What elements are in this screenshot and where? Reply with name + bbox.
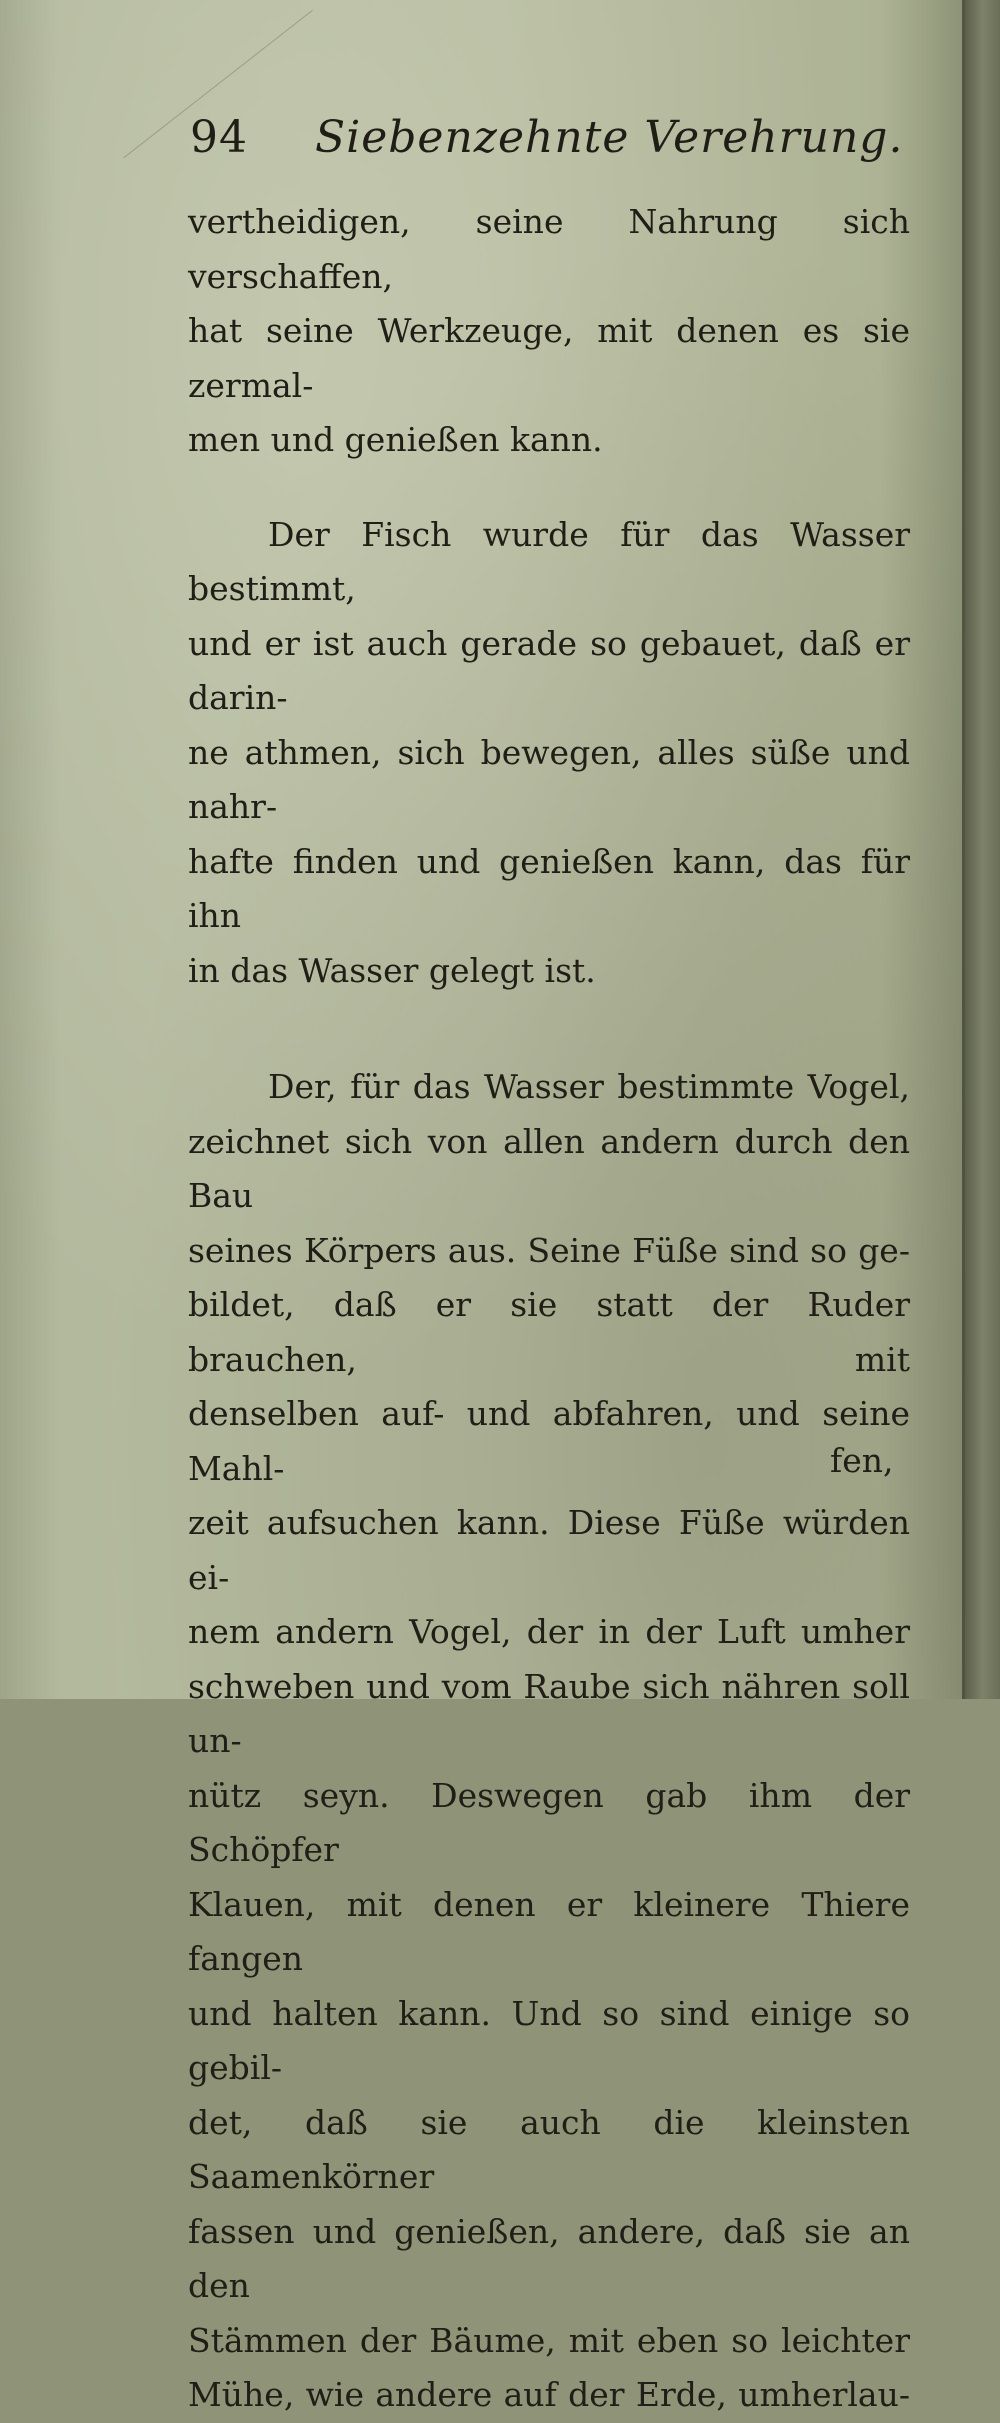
text-line: zeit aufsuchen kann. Diese Füße würden ei-	[188, 1503, 910, 1597]
paragraph-1	[188, 195, 910, 468]
text-line: und er ist auch gerade so gebauet, daß er darin-	[188, 623, 910, 717]
body-text	[188, 195, 910, 2423]
text-line: men und genießen kann.	[188, 420, 603, 459]
paragraph-2	[188, 508, 910, 999]
text-line: ne athmen, sich bewegen, alles süße und nahr-	[188, 732, 910, 826]
text-line: nem andern Vogel, der in der Luft umher	[188, 1612, 910, 1651]
page-header	[190, 112, 910, 176]
text-line: Der Fisch wurde für das Wasser bestimmt,	[188, 514, 910, 608]
text-line: zeichnet sich von allen andern durch den Bau	[188, 1121, 910, 1215]
text-line: schweben und vom Raube sich nähren soll un-	[188, 1666, 910, 1760]
page-edge-shadow	[965, 0, 1000, 1699]
text-line: nütz seyn. Deswegen gab ihm der Schöpfer	[188, 1775, 910, 1869]
paragraph-3	[188, 1060, 910, 2423]
text-line: Klauen, mit denen er kleinere Thiere fangen	[188, 1884, 910, 1978]
text-line: fassen und genießen, andere, daß sie an den	[188, 2211, 910, 2305]
text-line: bildet, daß er sie statt der Ruder brauchen, mit	[188, 1285, 910, 1379]
text-line: hafte finden und genießen kann, das für ihn	[188, 841, 910, 935]
text-line: Der, für das Wasser bestimmte Vogel,	[268, 1067, 910, 1106]
page-number: 94	[190, 112, 248, 163]
text-line: seines Körpers aus. Seine Füße sind so ge-	[188, 1230, 910, 1270]
text-line: denselben auf- und abfahren, und seine Mahl-	[188, 1394, 910, 1488]
text-line: in das Wasser gelegt ist.	[188, 950, 596, 990]
catchword: fen,	[830, 1441, 894, 1480]
running-title: Siebenzehnte Verehrung.	[315, 112, 904, 163]
text-line: und halten kann. Und so sind einige so gebil-	[188, 1993, 910, 2087]
text-line: vertheidigen, seine Nahrung sich verschaffen,	[188, 202, 910, 296]
text-line: Stämmen der Bäume, mit eben so leichter	[188, 2320, 910, 2360]
text-line: hat seine Werkzeuge, mit denen es sie zermal-	[188, 311, 910, 405]
paragraph-spacing	[188, 468, 910, 508]
paragraph-spacing	[188, 998, 910, 1060]
text-line: Mühe, wie andere auf der Erde, umherlau-	[188, 2375, 910, 2414]
text-line: det, daß sie auch die kleinsten Saamenkörner	[188, 2102, 910, 2196]
